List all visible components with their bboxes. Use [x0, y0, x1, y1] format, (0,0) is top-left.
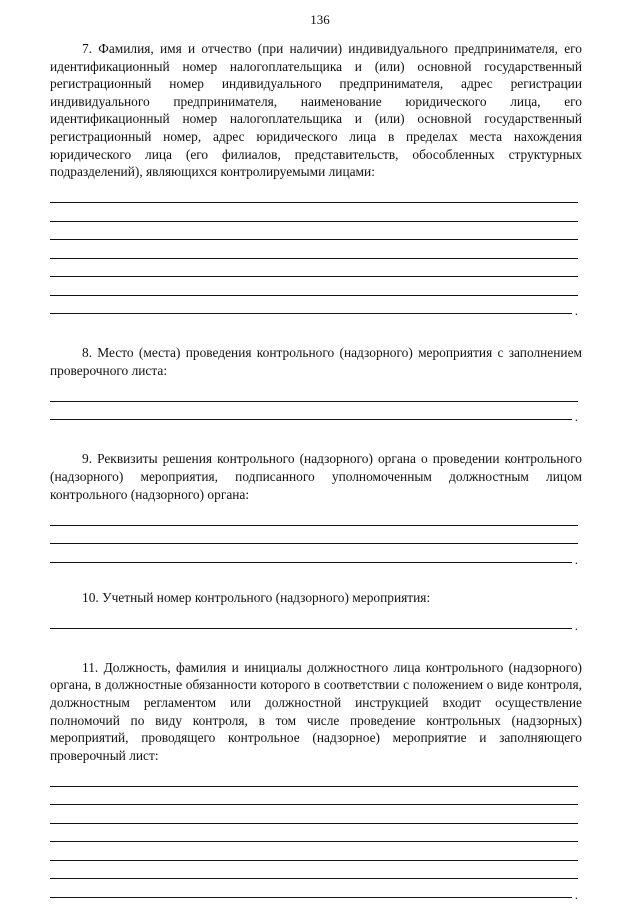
fill-line[interactable] — [50, 526, 578, 545]
item-10-text: 10. Учетный номер контрольного (надзорного) мероприятия: — [82, 589, 431, 605]
fill-line[interactable] — [50, 383, 578, 402]
fill-line[interactable] — [50, 824, 578, 843]
item-11-inspector — [50, 659, 582, 902]
fill-line[interactable] — [50, 259, 578, 278]
form-content — [50, 40, 582, 902]
fill-line[interactable] — [50, 805, 578, 824]
item-11-text: 11. Должность, фамилия и инициалы должностного лица контрольного (надзорного) органа, в должностные обязанности которого в соответствии с положением о виде контроля, должностным регламентом или должностной инструкцией входит осуществление полномочий по виду контроля, в том числе проведение контрольных (надзорных) мероприятий, проводящего контрольное (надзорное) мероприятие и заполняющего проверочный лист: — [50, 659, 582, 763]
line-end-dot: . — [574, 303, 578, 319]
item-8-fill-lines — [50, 383, 582, 425]
item-10-registration-number — [50, 589, 582, 633]
fill-line[interactable] — [50, 879, 578, 902]
fill-line[interactable] — [50, 277, 578, 296]
fill-line[interactable] — [50, 296, 578, 319]
line-end-dot: . — [574, 551, 578, 567]
fill-line[interactable] — [50, 544, 578, 567]
line-end-dot: . — [574, 617, 578, 633]
fill-line[interactable] — [50, 240, 578, 259]
fill-line[interactable] — [50, 861, 578, 880]
item-9-decision-details — [50, 450, 582, 567]
item-7-controlled-persons — [50, 40, 582, 319]
line-end-dot: . — [574, 409, 578, 425]
item-8-location — [50, 344, 582, 425]
page-number: 136 — [310, 12, 330, 27]
item-9-text: 9. Реквизиты решения контрольного (надзорного) органа о проведении контрольного (надзорного) мероприятия, подписанного уполномоченным должностным лицом контрольного (надзорного) органа: — [50, 451, 582, 502]
fill-line[interactable] — [50, 842, 578, 861]
fill-line[interactable] — [50, 768, 578, 787]
item-7-fill-lines — [50, 185, 582, 319]
item-7-text: 7. Фамилия, имя и отчество (при наличии) индивидуального предпринимателя, его идентификационный номер налогоплательщика и (или) основной государственный регистрационный номер индивидуального предпринимателя, адрес регистрации индивидуального предпринимателя, наименование юридического лица, его идентификационный номер налогоплательщика и (или) основной государственный регистрационный номер, адрес юридического лица в пределах места нахождения юридического лица (его филиалов, представительств, обособленных структурных подразделений), являющихся контролируемыми лицами: — [50, 41, 582, 180]
item-11-fill-lines — [50, 768, 582, 902]
line-end-dot: . — [574, 886, 578, 902]
fill-line[interactable] — [50, 185, 578, 204]
fill-line[interactable] — [50, 222, 578, 241]
fill-line[interactable] — [50, 507, 578, 526]
item-8-text: 8. Место (места) проведения контрольного (надзорного) мероприятия с заполнением проверочного листа: — [50, 345, 582, 378]
item-10-fill-lines — [50, 610, 582, 633]
item-9-fill-lines — [50, 507, 582, 567]
fill-line[interactable] — [50, 610, 578, 633]
fill-line[interactable] — [50, 203, 578, 222]
fill-line[interactable] — [50, 402, 578, 425]
fill-line[interactable] — [50, 787, 578, 806]
